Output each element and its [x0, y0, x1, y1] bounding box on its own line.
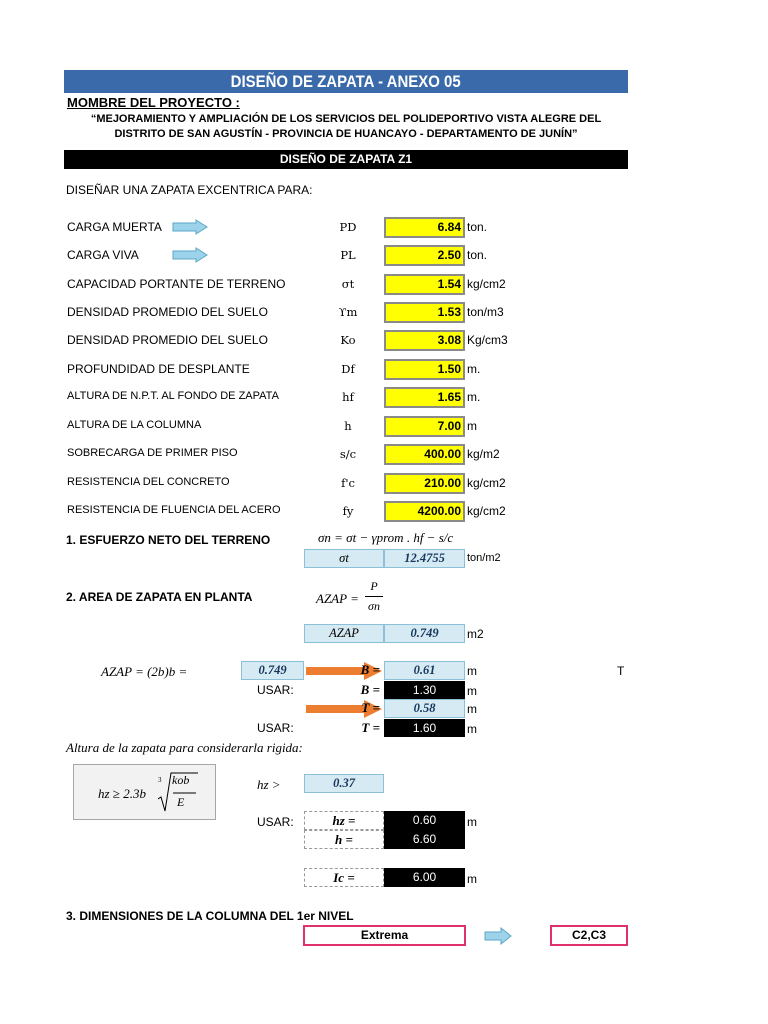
input-cell-foundation-depth[interactable]: 1.50 [384, 359, 465, 380]
section-1-title: 1. ESFUERZO NETO DEL TERRENO [66, 533, 271, 547]
sigma-unit: ton/m2 [467, 552, 501, 564]
t-use-label: T = [361, 720, 380, 735]
hz-label-cell [304, 811, 384, 830]
input-cell-live-load[interactable]: 2.50 [384, 245, 465, 266]
symbol-gamma-m: ϒm [338, 305, 358, 319]
h-label-cell [304, 830, 384, 849]
hz-label: hz = [332, 813, 356, 828]
t-value-cell: 0.58 [384, 699, 465, 718]
symbol-h: h [344, 419, 352, 433]
project-line-1: “MEJORAMIENTO Y AMPLIACIÓN DE LOS SERVICIOS DEL POLIDEPORTIVO VISTA ALEGRE DEL [90, 113, 602, 125]
unit-surcharge: kg/m2 [467, 447, 500, 461]
input-label-surcharge: SOBRECARGA DE PRIMER PISO [67, 447, 238, 459]
t-unit: m [467, 702, 477, 716]
symbol-hf: hf [342, 390, 354, 404]
b-value-cell: 0.61 [384, 661, 465, 680]
hz-unit: m [467, 815, 477, 829]
input-label-foundation-depth: PROFUNDIDAD DE DESPLANTE [67, 362, 250, 376]
project-line-2: DISTRITO DE SAN AGUSTÍN - PROVINCIA DE HUANCAYO - DEPARTAMENTO DE JUNÍN” [114, 128, 578, 140]
section-bar: DISEÑO DE ZAPATA Z1 [64, 150, 628, 169]
azap-label-cell: AZAP [304, 624, 384, 643]
azap-equation-value: 0.749 [241, 661, 304, 680]
section-2-title: 2. AREA DE ZAPATA EN PLANTA [66, 590, 253, 604]
symbol-df: Df [341, 362, 355, 376]
symbol-ko: Ko [340, 333, 356, 347]
net-stress-formula: σn = σt − γprom . hf − s/c [318, 530, 454, 545]
usar-label-b: USAR: [257, 683, 294, 697]
input-label-concrete-strength: RESISTENCIA DEL CONCRETO [67, 476, 230, 488]
input-label-steel-yield: RESISTENCIA DE FLUENCIA DEL ACERO [67, 504, 281, 516]
b-use-unit: m [467, 684, 477, 698]
azap-value-cell: 0.749 [384, 624, 465, 643]
usar-label-hz: USAR: [257, 815, 294, 829]
sheet-title [64, 70, 628, 93]
t-use-cell[interactable]: 1.60 [384, 719, 465, 737]
b-label: B = [360, 662, 380, 677]
column-ids-cell[interactable]: C2,C3 [550, 925, 628, 946]
hz-formula-num: kob [172, 773, 190, 787]
section-3-title: 3. DIMENSIONES DE LA COLUMNA DEL 1er NIVEL [66, 909, 354, 923]
hz-formula-box [73, 764, 216, 820]
column-type-cell[interactable]: Extrema [303, 925, 466, 946]
usar-label-t: USAR: [257, 721, 294, 735]
t-use-unit: m [467, 722, 477, 736]
project-label: MOMBRE DEL PROYECTO : [67, 95, 240, 110]
ic-unit: m [467, 872, 477, 886]
hz-gt-label: hz > [257, 777, 281, 792]
rigid-note: Altura de la zapata para considerarla rigida: [66, 740, 303, 755]
unit-soil-density-ko: Kg/cm3 [467, 333, 508, 347]
input-label-live-load: CARGA VIVA [67, 248, 139, 262]
b-use-cell[interactable]: 1.30 [384, 681, 465, 699]
fraction-line [365, 596, 383, 597]
symbol-pd: PD [339, 220, 357, 234]
unit-live-load: ton. [467, 248, 488, 262]
input-label-soil-density: DENSIDAD PROMEDIO DEL SUELO [67, 305, 268, 319]
root-index: 3 [158, 776, 162, 784]
arrow-right-icon [172, 219, 208, 235]
hz-value-cell[interactable]: 0.60 [384, 811, 465, 830]
azap-equation: AZAP = (2b)b = [101, 664, 188, 679]
input-label-soil-density-ko: DENSIDAD PROMEDIO DEL SUELO [67, 333, 268, 347]
unit-column-height: m [467, 419, 477, 433]
ic-value-cell[interactable]: 6.00 [384, 868, 465, 887]
input-label-npt-height: ALTURA DE N.P.T. AL FONDO DE ZAPATA [67, 390, 279, 402]
input-label-column-height: ALTURA DE LA COLUMNA [67, 419, 202, 431]
input-cell-soil-density[interactable]: 1.53 [384, 302, 465, 323]
unit-concrete-strength: kg/cm2 [467, 476, 506, 490]
unit-foundation-depth: m. [467, 362, 481, 376]
unit-bearing-capacity: kg/cm2 [467, 277, 506, 291]
input-cell-bearing-capacity[interactable]: 1.54 [384, 274, 465, 295]
azap-unit: m2 [467, 627, 484, 641]
sigma-value-cell: 12.4755 [384, 549, 465, 568]
h-value-cell[interactable]: 6.60 [384, 830, 465, 849]
input-label-bearing-capacity: CAPACIDAD PORTANTE DE TERRENO [67, 277, 286, 291]
arrow-right-icon [484, 927, 512, 945]
symbol-pl: PL [340, 248, 356, 262]
b-unit: m [467, 664, 477, 678]
unit-npt-height: m. [467, 390, 481, 404]
unit-steel-yield: kg/cm2 [467, 504, 506, 518]
symbol-sc: s/c [339, 447, 357, 461]
input-cell-soil-density-ko[interactable]: 3.08 [384, 330, 465, 351]
unit-dead-load: ton. [467, 220, 488, 234]
symbol-fy: fy [342, 504, 354, 518]
t-marker: T [617, 664, 625, 678]
input-cell-column-height[interactable]: 7.00 [384, 416, 465, 437]
azap-formula-num: P [370, 579, 378, 593]
sigma-label-cell: σt [304, 549, 384, 568]
hz-formula-lhs: hz ≥ 2.3b [98, 786, 146, 801]
t-label: T = [361, 700, 380, 715]
input-cell-surcharge[interactable]: 400.00 [384, 444, 465, 465]
ic-label-cell [304, 868, 384, 887]
intro-text: DISEÑAR UNA ZAPATA EXCENTRICA PARA: [66, 183, 313, 197]
input-cell-npt-height[interactable]: 1.65 [384, 387, 465, 408]
unit-soil-density: ton/m3 [467, 305, 504, 319]
symbol-sigma-t: σt [341, 277, 355, 291]
input-cell-dead-load[interactable]: 6.84 [384, 217, 465, 238]
symbol-fc: f'c [341, 476, 355, 490]
input-label-dead-load: CARGA MUERTA [67, 220, 162, 234]
azap-formula-lhs: AZAP = [316, 591, 359, 606]
b-use-label: B = [360, 682, 380, 697]
input-cell-concrete-strength[interactable]: 210.00 [384, 473, 465, 494]
azap-formula-den: σn [368, 599, 380, 613]
arrow-right-icon [172, 247, 208, 263]
hz-formula-den: E [177, 795, 185, 809]
sheet-title-text: DISEÑO DE ZAPATA - ANEXO 05 [231, 72, 461, 91]
project-description [64, 112, 628, 142]
h-label: h = [335, 832, 353, 847]
input-cell-steel-yield[interactable]: 4200.00 [384, 501, 465, 522]
hz-gt-value-cell: 0.37 [304, 774, 384, 793]
ic-label: Ic = [333, 870, 355, 885]
